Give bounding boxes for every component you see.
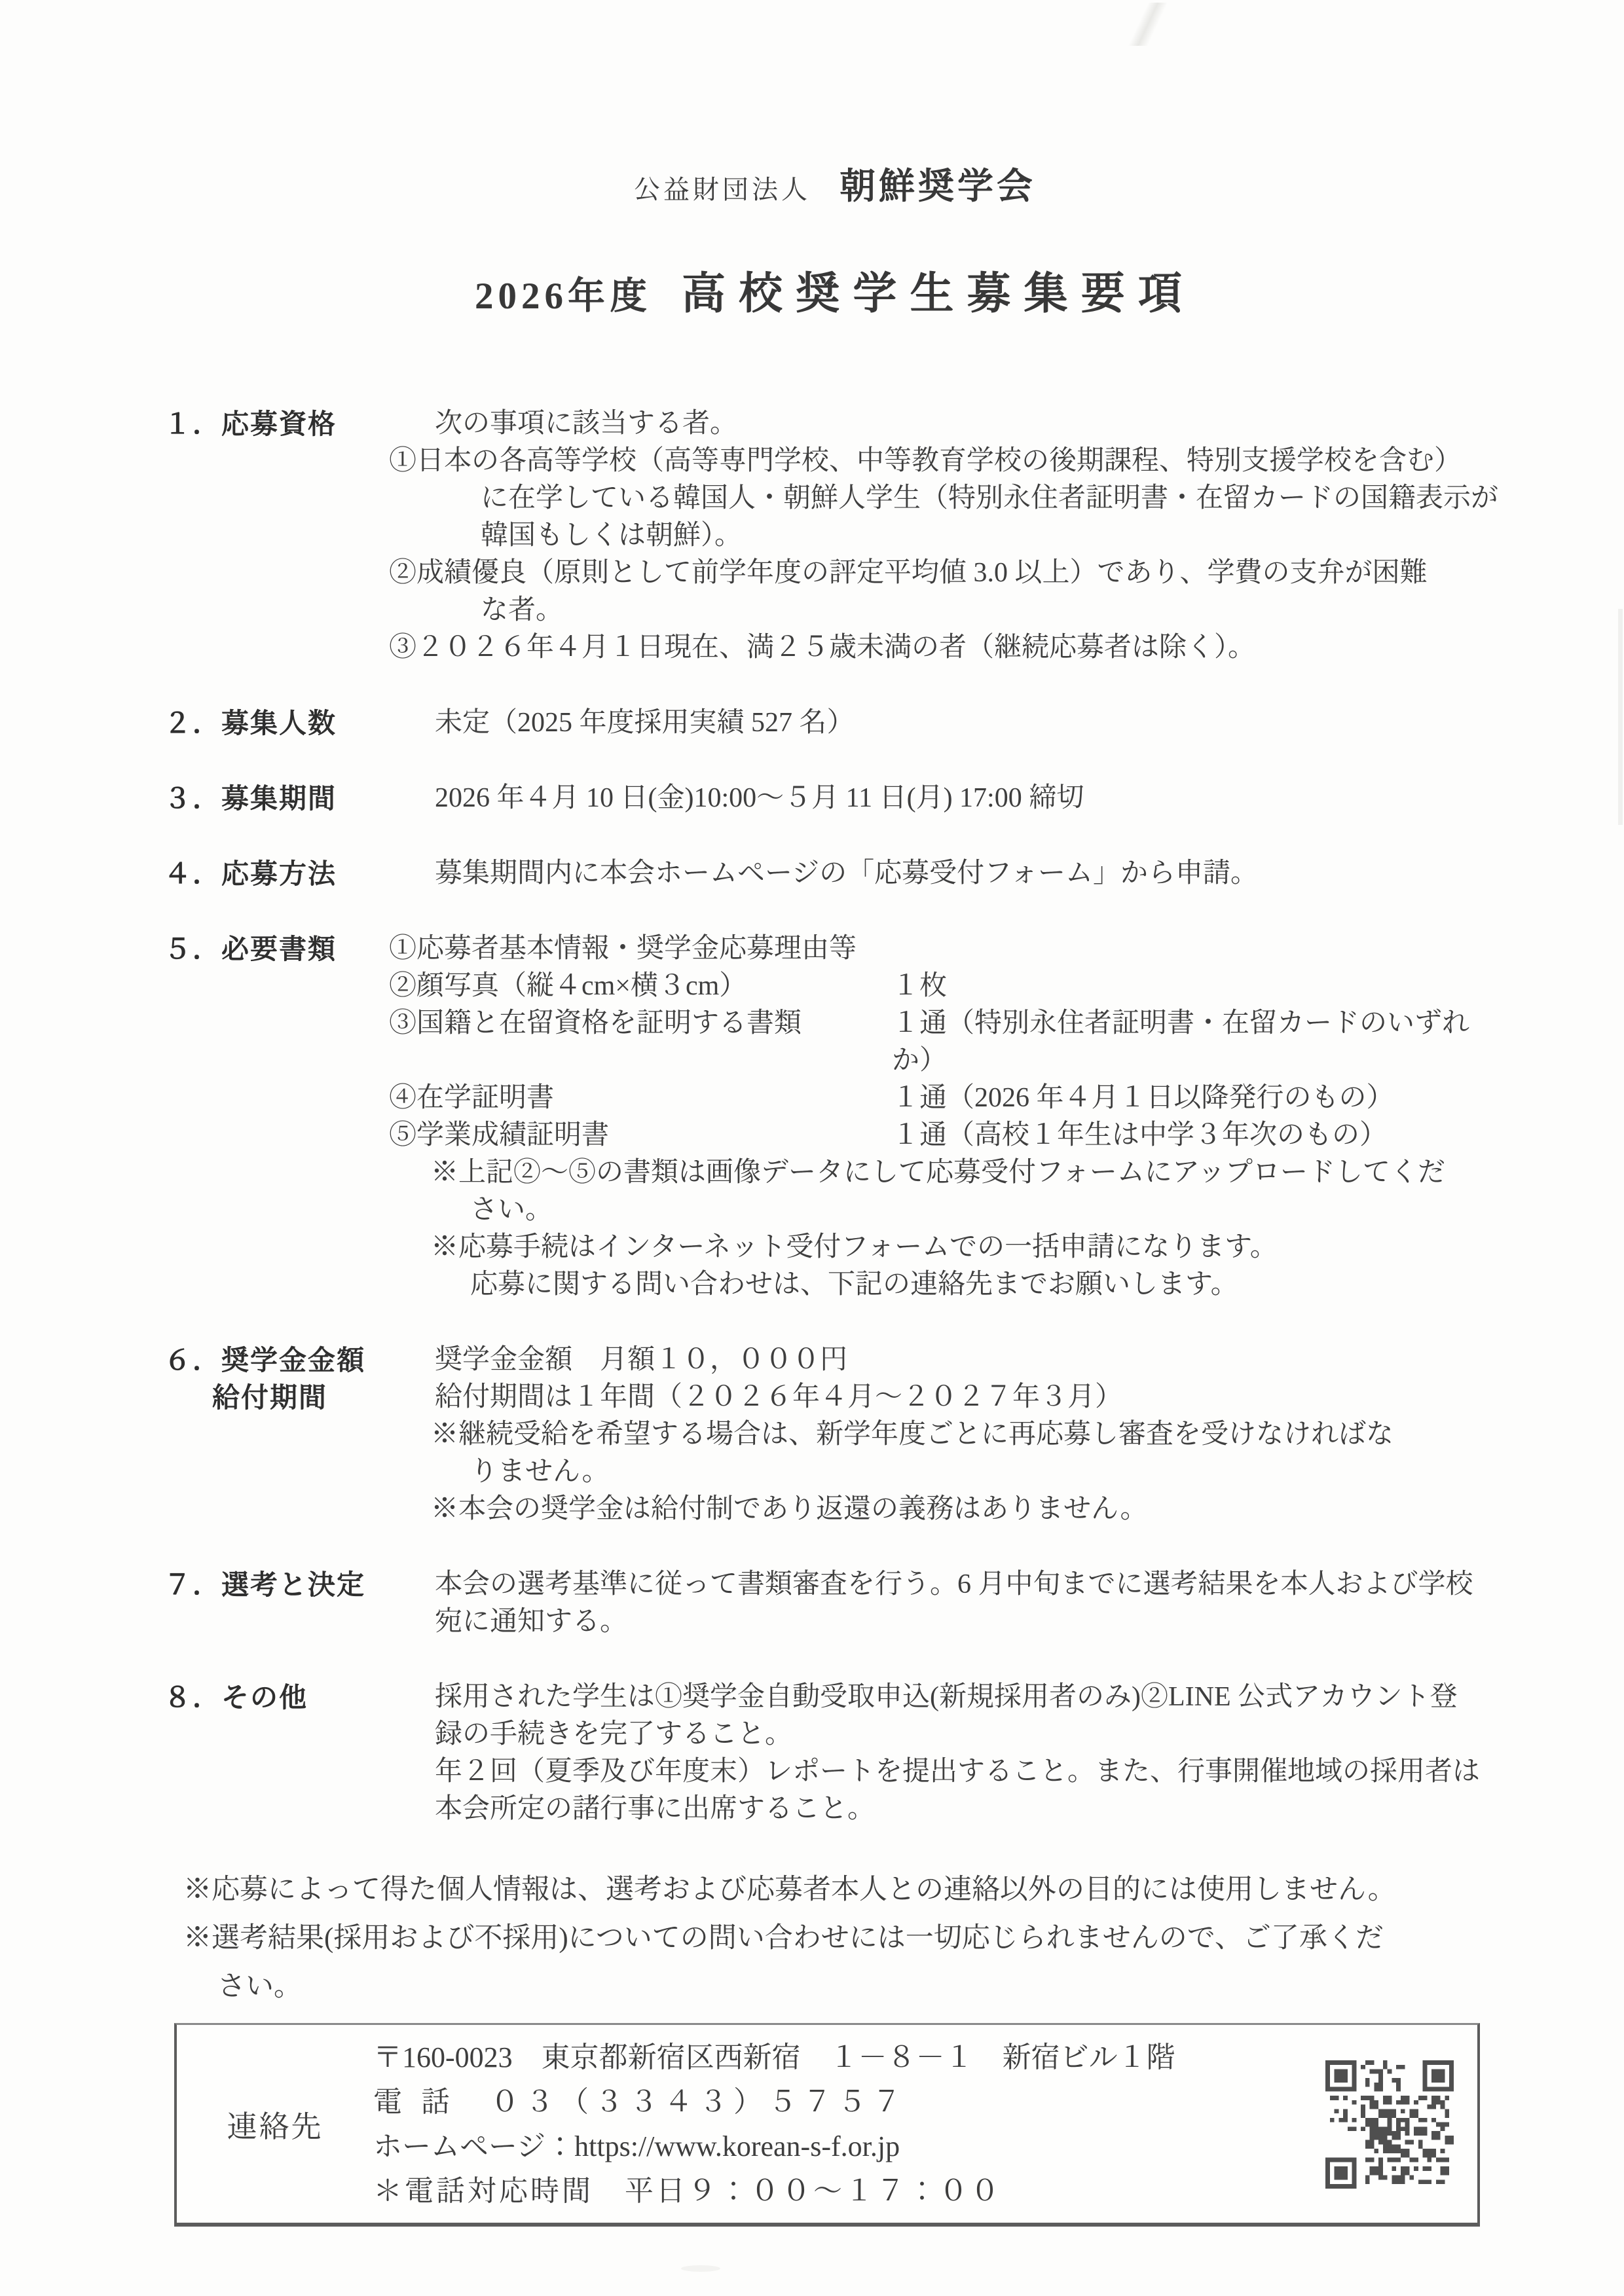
document-name: ②顔写真（縦４cm×横３cm） [389, 971, 747, 1001]
body-line: ①日本の各高等学校（高等専門学校、中等教育学校の後期課程、特別支援学校を含む） [389, 446, 1462, 476]
body-line: 韓国もしくは朝鮮）。 [481, 520, 743, 551]
section-body [389, 1341, 1506, 1528]
body-line: 年２回（夏季及び年度末）レポートを提出すること。また、行事開催地域の採用者は [435, 1757, 1481, 1787]
document-count: １通（高校１年生は中学３年次のもの） [892, 1120, 1388, 1150]
body-line: 次の事項に該当する者。 [435, 409, 738, 439]
section-number: ８． [164, 1682, 222, 1713]
contact-phone: 電 話 ０３（３３４３）５７５７ [373, 2086, 907, 2118]
section-number: ３． [164, 783, 222, 814]
body-line: 給付期間は１年間（２０２６年４月～２０２７年３月） [435, 1382, 1123, 1412]
organization-header [164, 0, 1506, 209]
scan-smudge [1618, 609, 1623, 825]
section-body [389, 780, 1506, 817]
section-number: ６． [164, 1345, 222, 1376]
document-count [892, 930, 1506, 968]
note-line: さい。 [470, 1195, 553, 1225]
document-name: ⑤学業成績証明書 [389, 1120, 610, 1150]
contact-hours: ＊電話対応時間 平日９：００～１７：００ [373, 2175, 1002, 2207]
qr-code-icon [1325, 2060, 1454, 2189]
footnote-line: ※応募によって得た個人情報は、選考および応募者本人との連絡以外の目的には使用しません。 [183, 1874, 1396, 1905]
section-period [164, 780, 1506, 817]
document-item [389, 1117, 1506, 1154]
document-item [389, 1005, 1506, 1080]
note-line: りません。 [470, 1457, 610, 1487]
section-documents [164, 930, 1506, 1303]
note-line: ※上記②～⑤の書類は画像データにして応募受付フォームにアップロードしてくだ [431, 1157, 1445, 1188]
scan-smudge [1107, 3, 1185, 46]
section-quota [164, 704, 1506, 742]
document-item [389, 1080, 1506, 1117]
section-number: ５． [164, 934, 222, 964]
body-line: 本会の選考基準に従って書類審査を行う。6 月中旬までに選考結果を本人および学校 [435, 1569, 1473, 1599]
section-body [389, 1566, 1506, 1641]
contact-box [174, 2023, 1480, 2227]
section-label: ４．応募方法 [164, 858, 337, 889]
body-line: な者。 [481, 595, 564, 625]
section-body [389, 930, 1506, 1303]
section-label: ６．奨学金金額 給付期間 [164, 1341, 389, 1528]
body-line: 奨学金金額 月額１０，０００円 [435, 1345, 848, 1375]
document-item [389, 968, 1506, 1005]
section-label: ７．選考と決定 [164, 1569, 366, 1600]
section-number: ２． [164, 708, 222, 738]
section-body [389, 855, 1506, 892]
section-sublabel: 給付期間 [212, 1382, 328, 1413]
section-label: ５．必要書類 [164, 934, 337, 964]
body-line: 募集期間内に本会ホームページの「応募受付フォーム」から申請。 [435, 858, 1259, 888]
contact-details [373, 2035, 1312, 2214]
section-number: １． [164, 409, 222, 439]
section-number: ４． [164, 858, 222, 889]
section-body [389, 704, 1506, 742]
section-selection [164, 1566, 1506, 1641]
footnote-line: ※選考結果(採用および不採用)についての問い合わせには一切応じられませんので、ご了承くだ [183, 1923, 1384, 1954]
body-line: 宛に通知する。 [435, 1607, 628, 1637]
body-line: 本会所定の諸行事に出席すること。 [435, 1794, 876, 1824]
note-line: ※応募手続はインターネット受付フォームでの一括申請になります。 [431, 1232, 1278, 1262]
page-title [164, 259, 1506, 321]
section-eligibility [164, 405, 1506, 666]
section-stipend [164, 1341, 1506, 1528]
section-label: ２．募集人数 [164, 708, 337, 738]
document-name: ①応募者基本情報・奨学金応募理由等 [389, 934, 857, 964]
contact-website: ホームページ：https://www.korean-s-f.or.jp [373, 2130, 900, 2162]
document-count: １通（特別永住者証明書・在留カードのいずれか） [892, 1008, 1470, 1076]
document-name: ③国籍と在留資格を証明する書類 [389, 1008, 802, 1038]
section-label: ３．募集期間 [164, 783, 337, 814]
document-item [389, 930, 1506, 968]
title-main: 高校奨学生募集要項 [682, 270, 1195, 318]
note-line: 応募に関する問い合わせは、下記の連絡先までお願いします。 [470, 1269, 1238, 1300]
section-label: １．応募資格 [164, 409, 337, 439]
section-body [389, 405, 1506, 666]
title-year: 2026年度 [475, 276, 652, 317]
body-line: ③２０２６年４月１日現在、満２５歳未満の者（継続応募者は除く）。 [389, 632, 1256, 663]
section-body [389, 1679, 1506, 1828]
section-label: ８．その他 [164, 1682, 308, 1713]
footnotes [164, 1866, 1506, 2011]
note-line: ※継続受給を希望する場合は、新学年度ごとに再応募し審査を受けなければな [431, 1419, 1394, 1449]
document-name: ④在学証明書 [389, 1083, 555, 1113]
contact-address: 〒160-0023 東京都新宿区西新宿 １－８－１ 新宿ビル１階 [373, 2041, 1175, 2073]
document-count: １枚 [892, 971, 948, 1001]
org-name: 朝鮮奨学会 [839, 166, 1036, 206]
body-line: 2026 年４月 10 日(金)10:00～５月 11 日(月) 17:00 締切 [435, 783, 1084, 813]
body-line: に在学している韓国人・朝鮮人学生（特別永住者証明書・在留カードの国籍表示が [481, 483, 1499, 513]
org-type-label: 公益財団法人 [633, 175, 811, 204]
sections-list [164, 405, 1506, 1828]
document-count: １通（2026 年４月１日以降発行のもの） [892, 1083, 1394, 1113]
scan-smudge [681, 2265, 720, 2272]
section-how-to-apply [164, 855, 1506, 892]
body-line: 採用された学生は①奨学金自動受取申込(新規採用者のみ)②LINE 公式アカウント登 [435, 1682, 1458, 1712]
section-number: ７． [164, 1569, 222, 1600]
body-line: 未定（2025 年度採用実績 527 名） [435, 708, 855, 738]
section-other [164, 1679, 1506, 1828]
body-line: ②成績優良（原則として前学年度の評定平均値 3.0 以上）であり、学費の支弁が困難 [389, 558, 1428, 588]
body-line: 録の手続きを完了すること。 [435, 1719, 793, 1749]
contact-label: 連絡先 [227, 2110, 323, 2143]
note-line: ※本会の奨学金は給付制であり返還の義務はありません。 [431, 1494, 1148, 1524]
footnote-line: さい。 [217, 1971, 302, 2002]
